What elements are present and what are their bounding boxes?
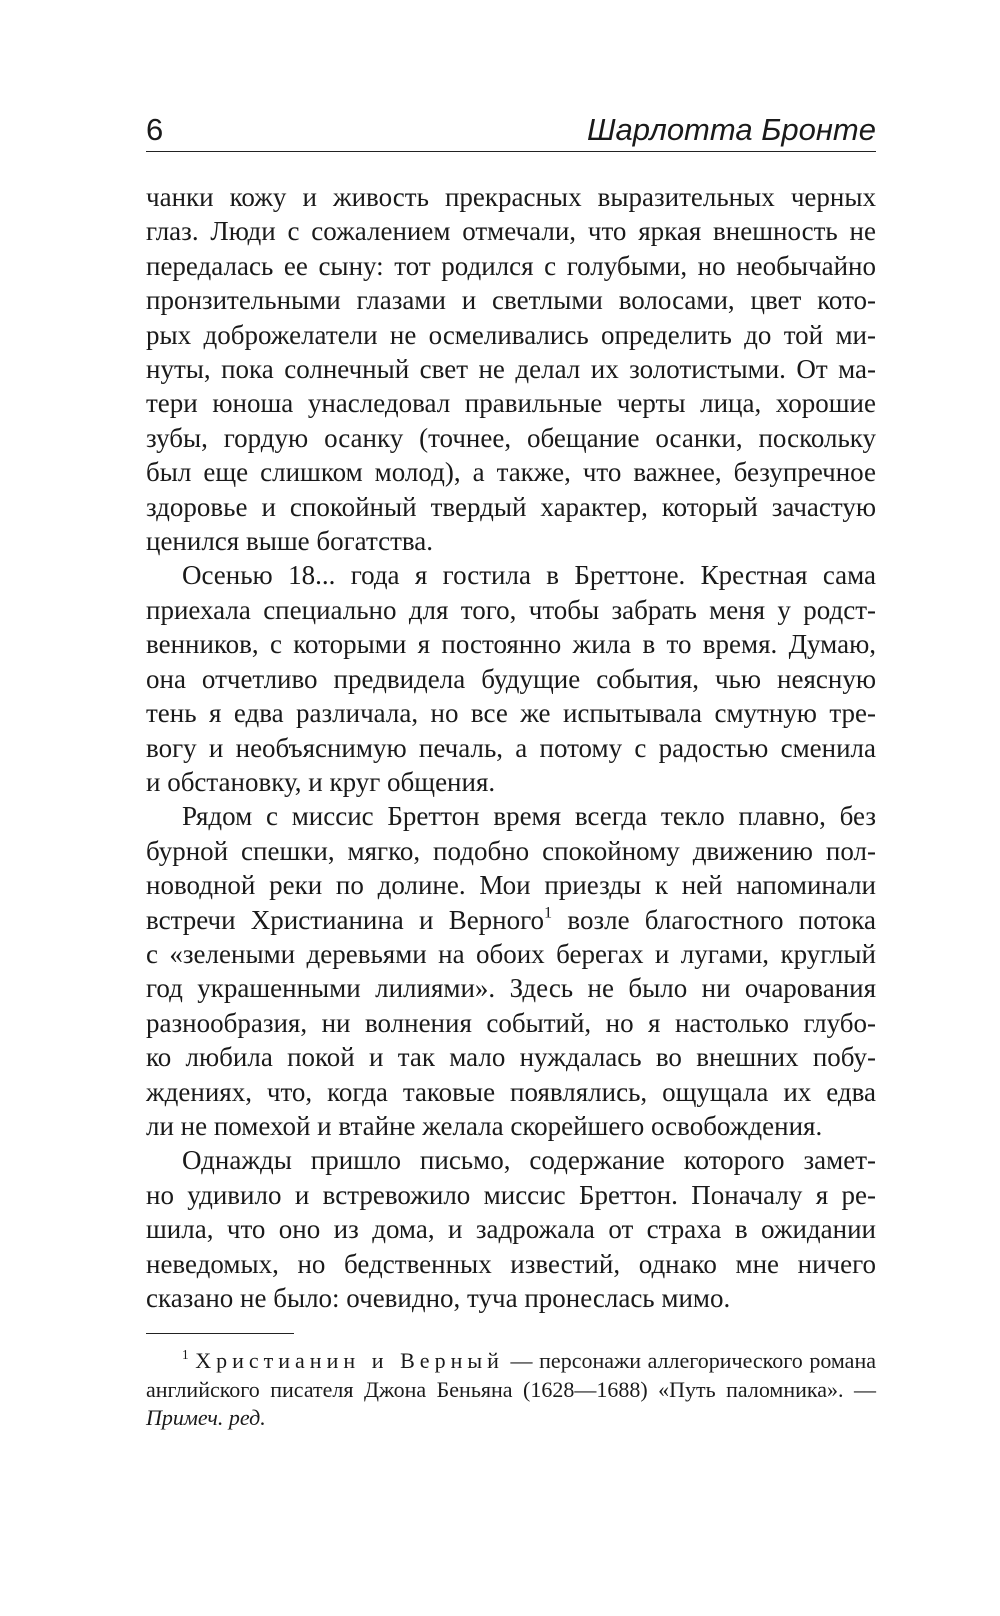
- text-line: новодной реки по долине. Мои приезды к ней напоминали: [146, 870, 876, 901]
- text-line: венников, с которыми я постоянно жила в то время. Думаю,: [146, 629, 876, 660]
- text-line: ко любила покой и так мало нуждалась во внешних побу-: [146, 1042, 876, 1073]
- page-number: 6: [146, 112, 164, 147]
- text-line: шила, что оно из дома, и задрожала от страха в ожидании: [146, 1214, 876, 1245]
- text-line: вогу и необъяснимую печаль, а потому с радостью сменила: [146, 732, 876, 763]
- text-line: тери юноша унаследовал правильные черты лица, хорошие: [146, 388, 876, 419]
- text-line: глаз. Люди с сожалением отмечали, что яркая внешность не: [146, 216, 876, 247]
- text-line: приехала специально для того, чтобы забрать меня у родст-: [146, 594, 876, 625]
- text-line: здоровье и спокойный твердый характер, который зачастую: [146, 491, 876, 522]
- editor-note: Примеч. ред.: [146, 1405, 266, 1430]
- footnote: [146, 1347, 876, 1433]
- text-line: но удивило и встревожило миссис Бреттон. Поначалу я ре-: [146, 1179, 876, 1210]
- text-line: зубы, гордую осанку (точнее, обещание осанки, поскольку: [146, 422, 876, 453]
- text-line: год украшенными лилиями». Здесь не было ни очарования: [146, 973, 876, 1004]
- text-line: сказано не было: очевидно, туча пронеслась мимо.: [146, 1283, 731, 1313]
- text-line: и обстановку, и круг общения.: [146, 766, 496, 797]
- book-page: [146, 0, 876, 1616]
- text-line: нуты, пока солнечный свет не делал их золотистыми. От ма-: [146, 354, 876, 385]
- text-line: Рядом с миссис Бреттон время всегда текло плавно, без: [182, 801, 876, 832]
- text-line: ждениях, что, когда таковые появлялись, ощущала их едва: [146, 1076, 876, 1107]
- text-fragment: возле благостного потока: [552, 904, 876, 935]
- body-text: [146, 180, 876, 1315]
- text-line: ценился выше богатства.: [146, 526, 434, 557]
- text-line: передалась ее сыну: тот родился с голубыми, но необычайно: [146, 250, 876, 281]
- footnote-subject: Христианин и Верный: [195, 1348, 504, 1373]
- text-line: рых доброжелатели не осмеливались определить до той ми-: [146, 319, 876, 350]
- text-line: она отчетливо предвидела будущие события, чью неясную: [146, 663, 876, 694]
- footnote-text: — персонажи аллегорического романа английского писателя Джона Беньяна (1628—1688) «Путь паломника». —: [146, 1348, 876, 1402]
- text-line: неведомых, но бедственных известий, однако мне ничего: [146, 1248, 876, 1279]
- text-line: чанки кожу и живость прекрасных выразительных черных: [146, 182, 876, 212]
- text-line: был еще слишком молод), а также, что важнее, безупречное: [146, 457, 876, 488]
- footnote-marker: 1: [182, 1346, 189, 1362]
- text-line: пронзительными глазами и светлыми волосами, цвет кото-: [146, 285, 876, 316]
- text-fragment: встречи Христианина и Верного: [146, 904, 545, 935]
- footnote-rule: [146, 1333, 294, 1334]
- text-line: с «зелеными деревьями на обоих берегах и лугами, круглый: [146, 938, 876, 969]
- footnote-reference[interactable]: 1: [544, 903, 553, 922]
- text-line: бурной спешки, мягко, подобно спокойному движению пол-: [146, 835, 876, 866]
- text-line: тень я едва различала, но все же испытывала смутную тре-: [146, 698, 876, 729]
- text-line: Однажды пришло письмо, содержание которого замет-: [182, 1145, 876, 1176]
- running-title: Шарлотта Бронте: [587, 112, 876, 147]
- running-head: [146, 112, 876, 152]
- header-rule: [146, 151, 876, 152]
- text-line: [146, 903, 876, 937]
- text-line: Осенью 18... года я гостила в Бреттоне. Крестная сама: [182, 560, 876, 591]
- text-line: разнообразия, ни волнения событий, но я настолько глубо-: [146, 1007, 876, 1038]
- text-line: ли не помехой и втайне желала скорейшего освобождения.: [146, 1110, 823, 1141]
